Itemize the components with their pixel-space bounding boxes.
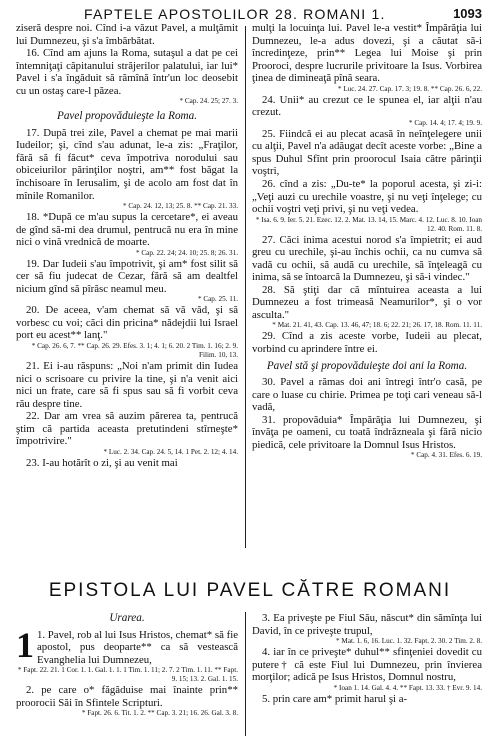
verse: 2. pe care o* făgăduise mai înainte prin** proorocii Săi în Sfintele Scripturi.: [16, 684, 238, 709]
column-divider: [245, 26, 246, 548]
verse: 27. Căci inima acestui norod s'a împietrit; ei aud greu cu urechile, şi-au închis ochii, ca nu cumva să vadă cu ochii, să audă cu urechile, să înţeleagă cu inima, să se întoarcă la Dumnezeu, şi să-i vindec.": [252, 233, 482, 284]
verse: 18. *După ce m'au supus la cercetare*, ei aveau de gînd să-mi dea drumul, pentrucă nu era în mine nici o vină vrednică de moarte.: [16, 211, 238, 249]
verse-text: 1. Pavel, rob al lui Isus Hristos, chemat* să fie apostol, pus deoparte** ca să vestească Evanghelia lui Dumnezeu,: [37, 628, 238, 666]
cross-reference: * Cap. 24. 12, 13; 25. 8. ** Cap. 21. 33.: [123, 202, 238, 211]
verse: 24. Unii* au crezut ce le spunea el, iar alţii n'au crezut.: [252, 93, 482, 119]
verse: 28. Să ştiţi dar că mîntuirea aceasta a lui Dumnezeu a fost trimeasă Neamurilor*, şi o vor asculta.": [252, 283, 482, 321]
verse: 25. Fiindcă ei au plecat acasă în neînţelegere unii cu alţii, Pavel n'a adăugat decît aceste vorbe: „Bine a spus Duhul Sfînt prin proorocul Isaia către părinţii voştri,: [252, 127, 482, 178]
cross-reference: * Cap. 26. 6, 7. ** Cap. 26. 29. Efes. 3. 1; 4. 1; 6. 20. 2 Tim. 1. 16; 2. 9. Filim. 10, 13.: [31, 342, 238, 360]
cross-reference: * Cap. 14. 4; 17. 4; 19. 9.: [408, 118, 482, 127]
cross-reference: * Mat. 21. 41, 43. Cap. 13. 46, 47; 18. 6; 22. 21; 26. 17, 18. Rom. 11. 11.: [272, 321, 482, 330]
cross-reference: * Luc. 2. 34. Cap. 24. 5, 14. 1 Pet. 2. 12; 4. 14.: [103, 447, 238, 456]
verse: 17. După trei zile, Pavel a chemat pe mai marii Iudeilor; şi, cînd s'au adunat, le-a zis: „Fraţilor, fără să fi făcut* ceva împotriva norodului sau obiceiurilor părinţilor noştri, am** fost băgat la închisoare în Ierusalim, şi de acolo am fost dat în mînile Romanilor.: [16, 126, 238, 202]
verse: 22. Dar am vrea să auzim părerea ta, pentrucă ştim că partida aceasta pretutindeni stîrneşte* împotrivire.": [16, 410, 238, 448]
section-heading: Pavel stă şi propovăduieşte doi ani la Roma.: [266, 359, 468, 372]
text-column-left: [16, 22, 238, 469]
section-heading: Pavel propovăduieşte la Roma.: [56, 110, 198, 123]
verse: 5. prin care am* primit harul şi a-: [262, 692, 408, 705]
column-divider: [245, 612, 246, 736]
cross-reference: * Isa. 6. 9. Ier. 5. 21. Ezec. 12. 2. Mat. 13. 14, 15. Marc. 4. 12. Luc. 8. 10. Ioan 12. 40. Rom. 11. 8.: [255, 215, 482, 233]
section-heading: Urarea.: [109, 612, 145, 624]
verse: 21. Ei i-au răspuns: „Noi n'am primit din Iudea nici o scrisoare cu privire la tine, şi n'a venit aici nici un frate, care să fi spus sau să fi vorbit ceva rău despre tine.: [16, 360, 238, 410]
verse: 26. cînd a zis: „Du-te* la poporul acesta, şi zi-i: „Veţi auzi cu urechile voastre, şi nu veţi înţelege; cu ochii voştri veţi privi, şi nu veţi vedea.: [252, 178, 482, 216]
verse: [16, 624, 238, 667]
running-title: FAPTELE APOSTOLILOR 28. ROMANI 1.: [84, 6, 386, 22]
verse: 30. Pavel a rămas doi ani întregi într'o casă, pe care o luase cu chirie. Primea pe toţi cari veneau să-l vadă,: [252, 376, 482, 414]
chapter-dropcap: 1: [16, 624, 34, 665]
cross-reference: * Fapt. 22. 21. 1 Cor. 1. 1. Gal. 1. 1. 1 Tim. 1. 11; 2. 7. 2 Tim. 1. 11. ** Fapt. 9. 15; 13. 2. Gal. 1. 15.: [17, 666, 238, 684]
verse: 3. Ea priveşte pe Fiul Său, născut* din sămînţa lui David, în ce priveşte trupul,: [252, 612, 482, 637]
cross-reference: * Cap. 24. 25; 27. 3.: [179, 97, 238, 106]
verse: 29. Cînd a zis aceste vorbe, Iudeii au plecat, vorbind cu aprindere între ei.: [252, 330, 482, 356]
cross-reference: * Cap. 4. 31. Efes. 6. 19.: [410, 451, 482, 460]
page-number: 1093: [453, 6, 482, 21]
romans-column-left: [16, 608, 238, 718]
verse: 23. I-au hotărît o zi, şi au venit mai: [26, 456, 178, 469]
verse: mulţi la locuinţa lui. Pavel le-a vestit* Împărăţia lui Dumnezeu, le-a adus dovezi, şi a căutat să-i încredinţeze, prin** Legea lui Moise şi prin Prooroci, despre lucrurile privitoare la Isus. Vorbirea ţinea de dimineaţă pînă seara.: [252, 22, 482, 85]
cross-reference: * Cap. 25. 11.: [197, 295, 238, 304]
verse: 31. propovăduia* Împărăţia lui Dumnezeu, şi învăţa pe oameni, cu toată îndrăzneala şi fără nicio piedică, cele privitoare la Domnul Isus Hristos.: [252, 413, 482, 451]
verse: 16. Cînd am ajuns la Roma, sutaşul a dat pe cei întemniţaţi căpitanului străjerilor palatului, iar lui* Pavel i s'a îngăduit să rămînă într'un loc deosebit cu un ostaş care-l păzea.: [16, 47, 238, 97]
romans-column-right: [252, 612, 482, 705]
cross-reference: * Fapt. 26. 6. Tit. 1. 2. ** Cap. 3. 21; 16. 26. Gal. 3. 8.: [81, 709, 238, 718]
cross-reference: * Cap. 22. 24; 24. 10; 25. 8; 26. 31.: [135, 248, 238, 257]
verse: 20. De aceea, v'am chemat să vă văd, şi să vorbesc cu voi; căci din pricina* nădejdii lui Israel port eu acest** lanţ.": [16, 304, 238, 342]
text-column-right: [252, 22, 482, 460]
cross-reference: * Ioan 1. 14. Gal. 4. 4. ** Fapt. 13. 33. † Evr. 9. 14.: [333, 683, 482, 692]
cross-reference: * Luc. 24. 27. Cap. 17. 3; 19. 8. ** Cap. 26. 6, 22.: [337, 84, 482, 93]
verse: 19. Dar Iudeii s'au împotrivit, şi am* fost silit să cer să fiu judecat de Cezar, fără să am dealtfel nicium gînd să pîrăsc neamul meu.: [16, 257, 238, 295]
book-title: EPISTOLA LUI PAVEL CĂTRE ROMANI: [48, 580, 452, 601]
verse: 4. iar în ce priveşte* duhul** sfinţeniei dovedit cu putere† că este Fiul lui Dumnezeu, prin învierea morţilor; adică pe Isus Hristos, Domnul nostru,: [252, 646, 482, 684]
cross-reference: * Mat. 1. 6, 16. Luc. 1. 32. Fapt. 2. 30. 2 Tim. 2. 8.: [336, 637, 482, 646]
verse: ziseră despre noi. Cînd i-a văzut Pavel, a mulţămit lui Dumnezeu, şi s'a îmbărbătat.: [16, 22, 238, 47]
